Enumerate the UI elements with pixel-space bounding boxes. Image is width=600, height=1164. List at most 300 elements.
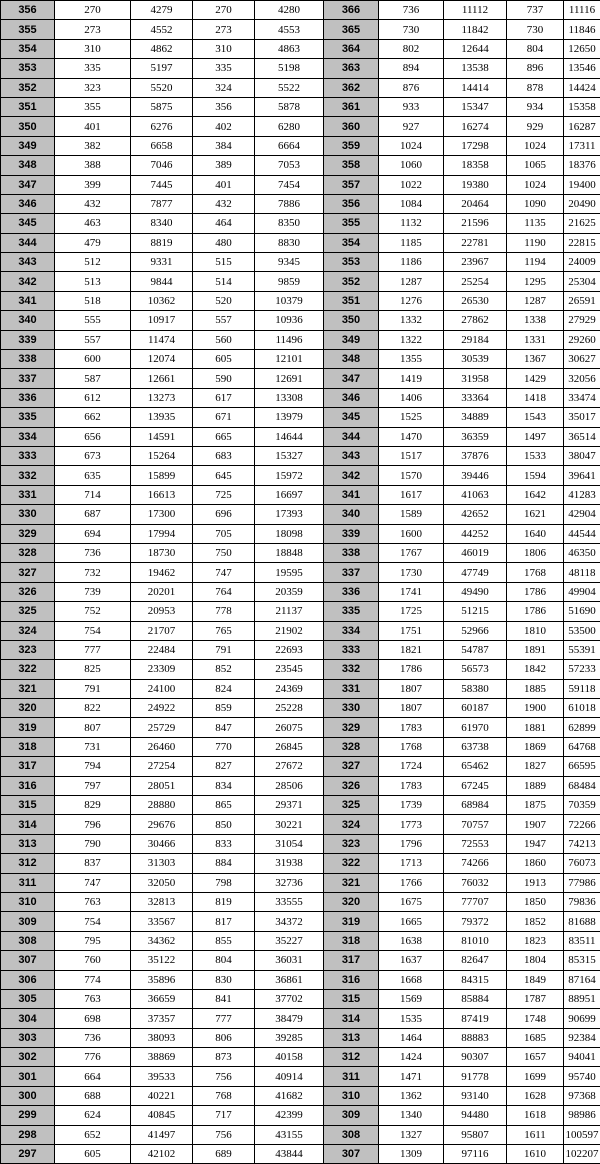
right-cumulative-b-cell: 88951 [564,989,600,1008]
left-cumulative-b-cell: 8830 [255,233,324,252]
table-row [1,427,600,446]
table-row [1,815,600,834]
right-score-cell: 364 [324,39,379,58]
right-count-a-cell: 1355 [379,350,444,369]
right-cumulative-a-cell: 85884 [444,989,507,1008]
right-cumulative-a-cell: 15347 [444,97,507,116]
right-count-a-cell: 1713 [379,854,444,873]
left-cumulative-b-cell: 21137 [255,602,324,621]
right-count-a-cell: 1751 [379,621,444,640]
right-cumulative-b-cell: 59118 [564,679,600,698]
right-count-b-cell: 1768 [507,563,564,582]
left-cumulative-a-cell: 13935 [131,408,193,427]
left-cumulative-b-cell: 13308 [255,388,324,407]
left-cumulative-a-cell: 38093 [131,1028,193,1047]
left-count-a-cell: 656 [55,427,131,446]
right-cumulative-b-cell: 36514 [564,427,600,446]
right-cumulative-a-cell: 81010 [444,931,507,950]
left-cumulative-b-cell: 16697 [255,485,324,504]
left-cumulative-b-cell: 15327 [255,446,324,465]
table-row [1,175,600,194]
right-score-cell: 362 [324,78,379,97]
table-row [1,582,600,601]
left-count-b-cell: 841 [193,989,255,1008]
left-cumulative-b-cell: 10379 [255,291,324,310]
right-cumulative-b-cell: 72266 [564,815,600,834]
left-cumulative-b-cell: 9345 [255,253,324,272]
left-cumulative-b-cell: 41682 [255,1086,324,1105]
right-cumulative-a-cell: 20464 [444,194,507,213]
right-cumulative-b-cell: 97368 [564,1086,600,1105]
right-score-cell: 352 [324,272,379,291]
right-score-cell: 311 [324,1067,379,1086]
right-count-b-cell: 1889 [507,776,564,795]
left-count-a-cell: 635 [55,466,131,485]
left-cumulative-a-cell: 37357 [131,1009,193,1028]
right-score-cell: 359 [324,136,379,155]
left-cumulative-a-cell: 16613 [131,485,193,504]
right-score-cell: 357 [324,175,379,194]
left-cumulative-a-cell: 28051 [131,776,193,795]
left-count-a-cell: 837 [55,854,131,873]
left-count-a-cell: 754 [55,621,131,640]
left-count-a-cell: 587 [55,369,131,388]
left-score-cell: 312 [1,854,55,873]
right-count-a-cell: 1464 [379,1028,444,1047]
left-cumulative-b-cell: 18098 [255,524,324,543]
table-row [1,194,600,213]
right-score-cell: 339 [324,524,379,543]
right-count-a-cell: 1668 [379,970,444,989]
left-score-cell: 325 [1,602,55,621]
left-count-a-cell: 739 [55,582,131,601]
table-row [1,660,600,679]
right-cumulative-a-cell: 52966 [444,621,507,640]
left-score-cell: 315 [1,796,55,815]
left-count-b-cell: 791 [193,640,255,659]
left-count-a-cell: 673 [55,446,131,465]
table-row [1,136,600,155]
left-cumulative-b-cell: 18848 [255,543,324,562]
left-score-cell: 328 [1,543,55,562]
right-count-a-cell: 1424 [379,1048,444,1067]
left-count-b-cell: 432 [193,194,255,213]
left-score-cell: 308 [1,931,55,950]
left-count-b-cell: 665 [193,427,255,446]
right-count-a-cell: 1730 [379,563,444,582]
right-count-b-cell: 804 [507,39,564,58]
left-cumulative-b-cell: 6280 [255,117,324,136]
left-count-b-cell: 817 [193,912,255,931]
left-cumulative-b-cell: 6664 [255,136,324,155]
right-cumulative-b-cell: 15358 [564,97,600,116]
left-cumulative-a-cell: 25729 [131,718,193,737]
right-score-cell: 358 [324,156,379,175]
right-score-cell: 331 [324,679,379,698]
right-count-a-cell: 1535 [379,1009,444,1028]
left-score-cell: 313 [1,834,55,853]
right-count-b-cell: 1194 [507,253,564,272]
right-cumulative-a-cell: 14414 [444,78,507,97]
right-count-b-cell: 934 [507,97,564,116]
table-row [1,640,600,659]
right-cumulative-b-cell: 38047 [564,446,600,465]
right-count-b-cell: 1806 [507,543,564,562]
left-score-cell: 333 [1,446,55,465]
left-count-b-cell: 645 [193,466,255,485]
right-cumulative-a-cell: 44252 [444,524,507,543]
left-cumulative-b-cell: 26075 [255,718,324,737]
left-score-cell: 342 [1,272,55,291]
right-cumulative-b-cell: 16287 [564,117,600,136]
left-cumulative-a-cell: 6276 [131,117,193,136]
right-cumulative-a-cell: 74266 [444,854,507,873]
table-row [1,97,600,116]
table-row [1,718,600,737]
right-count-b-cell: 1331 [507,330,564,349]
right-count-b-cell: 1610 [507,1145,564,1164]
right-cumulative-b-cell: 98986 [564,1106,600,1125]
right-cumulative-a-cell: 76032 [444,873,507,892]
left-count-b-cell: 819 [193,892,255,911]
right-count-b-cell: 730 [507,20,564,39]
left-count-b-cell: 855 [193,931,255,950]
right-score-cell: 343 [324,446,379,465]
left-count-a-cell: 624 [55,1106,131,1125]
left-count-b-cell: 696 [193,505,255,524]
left-score-cell: 339 [1,330,55,349]
left-count-b-cell: 335 [193,59,255,78]
right-count-a-cell: 1617 [379,485,444,504]
right-count-b-cell: 1891 [507,640,564,659]
right-count-a-cell: 1309 [379,1145,444,1164]
left-cumulative-b-cell: 25228 [255,699,324,718]
right-count-a-cell: 1724 [379,757,444,776]
left-score-cell: 343 [1,253,55,272]
right-count-b-cell: 1418 [507,388,564,407]
left-score-cell: 351 [1,97,55,116]
left-score-cell: 356 [1,1,55,20]
right-cumulative-b-cell: 32056 [564,369,600,388]
right-score-cell: 353 [324,253,379,272]
right-count-a-cell: 1783 [379,718,444,737]
right-score-cell: 333 [324,640,379,659]
left-count-b-cell: 689 [193,1145,255,1164]
right-score-cell: 325 [324,796,379,815]
right-count-a-cell: 1600 [379,524,444,543]
table-row [1,59,600,78]
left-score-cell: 311 [1,873,55,892]
right-cumulative-a-cell: 90307 [444,1048,507,1067]
right-score-cell: 317 [324,951,379,970]
right-score-cell: 314 [324,1009,379,1028]
table-row [1,350,600,369]
right-count-a-cell: 736 [379,1,444,20]
left-score-cell: 355 [1,20,55,39]
left-cumulative-a-cell: 20201 [131,582,193,601]
right-count-b-cell: 896 [507,59,564,78]
right-count-b-cell: 1429 [507,369,564,388]
right-cumulative-a-cell: 12644 [444,39,507,58]
left-cumulative-b-cell: 20359 [255,582,324,601]
left-score-cell: 306 [1,970,55,989]
right-cumulative-a-cell: 77707 [444,892,507,911]
right-score-cell: 313 [324,1028,379,1047]
left-cumulative-a-cell: 28880 [131,796,193,815]
right-score-cell: 332 [324,660,379,679]
right-cumulative-b-cell: 68484 [564,776,600,795]
left-count-a-cell: 736 [55,543,131,562]
right-cumulative-b-cell: 33474 [564,388,600,407]
right-count-b-cell: 1657 [507,1048,564,1067]
table-row [1,757,600,776]
left-cumulative-b-cell: 38479 [255,1009,324,1028]
left-score-cell: 332 [1,466,55,485]
right-score-cell: 322 [324,854,379,873]
left-score-cell: 300 [1,1086,55,1105]
right-score-cell: 346 [324,388,379,407]
left-count-b-cell: 310 [193,39,255,58]
right-cumulative-a-cell: 37876 [444,446,507,465]
right-count-a-cell: 1525 [379,408,444,427]
right-count-a-cell: 1570 [379,466,444,485]
left-count-a-cell: 323 [55,78,131,97]
left-count-b-cell: 756 [193,1067,255,1086]
right-count-a-cell: 1569 [379,989,444,1008]
left-cumulative-a-cell: 8340 [131,214,193,233]
left-cumulative-a-cell: 18730 [131,543,193,562]
table-row [1,1,600,20]
right-cumulative-b-cell: 70359 [564,796,600,815]
left-count-a-cell: 829 [55,796,131,815]
right-cumulative-a-cell: 93140 [444,1086,507,1105]
left-score-cell: 336 [1,388,55,407]
right-cumulative-a-cell: 26530 [444,291,507,310]
right-cumulative-b-cell: 29260 [564,330,600,349]
right-cumulative-b-cell: 12650 [564,39,600,58]
left-count-b-cell: 270 [193,1,255,20]
right-count-b-cell: 1090 [507,194,564,213]
table-row [1,796,600,815]
right-cumulative-b-cell: 21625 [564,214,600,233]
right-cumulative-b-cell: 94041 [564,1048,600,1067]
left-count-a-cell: 512 [55,253,131,272]
right-cumulative-b-cell: 55391 [564,640,600,659]
right-cumulative-a-cell: 88883 [444,1028,507,1047]
right-count-a-cell: 927 [379,117,444,136]
table-row [1,1067,600,1086]
left-cumulative-a-cell: 23309 [131,660,193,679]
left-count-b-cell: 798 [193,873,255,892]
right-score-cell: 341 [324,485,379,504]
table-row [1,485,600,504]
right-count-b-cell: 1367 [507,350,564,369]
left-count-b-cell: 806 [193,1028,255,1047]
left-count-b-cell: 605 [193,350,255,369]
left-count-b-cell: 389 [193,156,255,175]
table-row [1,1009,600,1028]
left-count-a-cell: 807 [55,718,131,737]
right-count-a-cell: 1767 [379,543,444,562]
left-score-cell: 314 [1,815,55,834]
table-row [1,892,600,911]
left-count-a-cell: 518 [55,291,131,310]
right-count-b-cell: 1875 [507,796,564,815]
right-count-a-cell: 1132 [379,214,444,233]
right-score-cell: 312 [324,1048,379,1067]
left-score-cell: 302 [1,1048,55,1067]
right-count-a-cell: 1060 [379,156,444,175]
left-count-b-cell: 401 [193,175,255,194]
left-cumulative-a-cell: 33567 [131,912,193,931]
left-count-b-cell: 756 [193,1125,255,1144]
table-row [1,951,600,970]
right-score-cell: 330 [324,699,379,718]
left-cumulative-b-cell: 7454 [255,175,324,194]
right-count-b-cell: 1860 [507,854,564,873]
right-score-cell: 318 [324,931,379,950]
left-cumulative-a-cell: 24100 [131,679,193,698]
table-row [1,679,600,698]
left-score-cell: 307 [1,951,55,970]
left-count-b-cell: 834 [193,776,255,795]
right-cumulative-a-cell: 61970 [444,718,507,737]
table-row [1,446,600,465]
left-count-b-cell: 770 [193,737,255,756]
left-score-cell: 305 [1,989,55,1008]
right-cumulative-b-cell: 20490 [564,194,600,213]
left-cumulative-b-cell: 21902 [255,621,324,640]
right-score-cell: 354 [324,233,379,252]
table-row [1,854,600,873]
table-row [1,931,600,950]
right-score-cell: 335 [324,602,379,621]
left-cumulative-b-cell: 19595 [255,563,324,582]
right-cumulative-a-cell: 29184 [444,330,507,349]
left-cumulative-b-cell: 35227 [255,931,324,950]
right-count-b-cell: 1338 [507,311,564,330]
left-count-a-cell: 776 [55,1048,131,1067]
left-cumulative-a-cell: 9844 [131,272,193,291]
left-count-a-cell: 688 [55,1086,131,1105]
left-score-cell: 322 [1,660,55,679]
table-row [1,1145,600,1164]
left-count-a-cell: 600 [55,350,131,369]
left-count-a-cell: 714 [55,485,131,504]
right-count-b-cell: 1190 [507,233,564,252]
right-cumulative-b-cell: 85315 [564,951,600,970]
left-cumulative-b-cell: 33555 [255,892,324,911]
left-cumulative-b-cell: 34372 [255,912,324,931]
table-row [1,1106,600,1125]
right-score-cell: 356 [324,194,379,213]
right-count-a-cell: 1783 [379,776,444,795]
left-cumulative-a-cell: 9331 [131,253,193,272]
left-cumulative-a-cell: 21707 [131,621,193,640]
left-score-cell: 316 [1,776,55,795]
left-count-a-cell: 310 [55,39,131,58]
right-count-b-cell: 1594 [507,466,564,485]
right-count-b-cell: 1295 [507,272,564,291]
left-cumulative-b-cell: 40158 [255,1048,324,1067]
left-cumulative-a-cell: 22484 [131,640,193,659]
right-count-a-cell: 1276 [379,291,444,310]
right-count-b-cell: 1287 [507,291,564,310]
left-count-a-cell: 399 [55,175,131,194]
right-cumulative-a-cell: 33364 [444,388,507,407]
left-score-cell: 353 [1,59,55,78]
right-score-cell: 319 [324,912,379,931]
right-cumulative-a-cell: 94480 [444,1106,507,1125]
right-count-a-cell: 1665 [379,912,444,931]
left-count-a-cell: 763 [55,989,131,1008]
right-count-a-cell: 1773 [379,815,444,834]
right-count-b-cell: 1621 [507,505,564,524]
right-count-b-cell: 1642 [507,485,564,504]
left-cumulative-a-cell: 4552 [131,20,193,39]
right-cumulative-b-cell: 83511 [564,931,600,950]
left-score-cell: 348 [1,156,55,175]
right-cumulative-a-cell: 23967 [444,253,507,272]
right-count-a-cell: 1322 [379,330,444,349]
table-row [1,912,600,931]
left-count-b-cell: 273 [193,20,255,39]
right-cumulative-b-cell: 57233 [564,660,600,679]
left-score-cell: 319 [1,718,55,737]
left-cumulative-b-cell: 43844 [255,1145,324,1164]
left-cumulative-b-cell: 7053 [255,156,324,175]
left-count-a-cell: 747 [55,873,131,892]
right-cumulative-b-cell: 46350 [564,543,600,562]
right-count-b-cell: 1618 [507,1106,564,1125]
table-row [1,20,600,39]
table-row [1,873,600,892]
right-cumulative-a-cell: 91778 [444,1067,507,1086]
left-count-a-cell: 797 [55,776,131,795]
left-count-a-cell: 401 [55,117,131,136]
left-cumulative-b-cell: 10936 [255,311,324,330]
left-score-cell: 344 [1,233,55,252]
left-count-b-cell: 884 [193,854,255,873]
left-cumulative-a-cell: 40845 [131,1106,193,1125]
right-count-b-cell: 1685 [507,1028,564,1047]
right-count-a-cell: 1638 [379,931,444,950]
right-count-a-cell: 933 [379,97,444,116]
left-cumulative-b-cell: 26845 [255,737,324,756]
left-count-b-cell: 778 [193,602,255,621]
left-count-a-cell: 763 [55,892,131,911]
right-cumulative-a-cell: 60187 [444,699,507,718]
right-score-cell: 309 [324,1106,379,1125]
right-cumulative-b-cell: 14424 [564,78,600,97]
left-score-cell: 334 [1,427,55,446]
left-count-b-cell: 768 [193,1086,255,1105]
table-row [1,156,600,175]
left-count-b-cell: 717 [193,1106,255,1125]
right-cumulative-a-cell: 19380 [444,175,507,194]
left-cumulative-b-cell: 13979 [255,408,324,427]
right-count-b-cell: 1135 [507,214,564,233]
table-row [1,776,600,795]
left-count-a-cell: 698 [55,1009,131,1028]
left-score-cell: 317 [1,757,55,776]
right-cumulative-b-cell: 77986 [564,873,600,892]
left-cumulative-a-cell: 7046 [131,156,193,175]
left-count-b-cell: 617 [193,388,255,407]
left-cumulative-b-cell: 9859 [255,272,324,291]
left-cumulative-a-cell: 6658 [131,136,193,155]
left-count-a-cell: 270 [55,1,131,20]
